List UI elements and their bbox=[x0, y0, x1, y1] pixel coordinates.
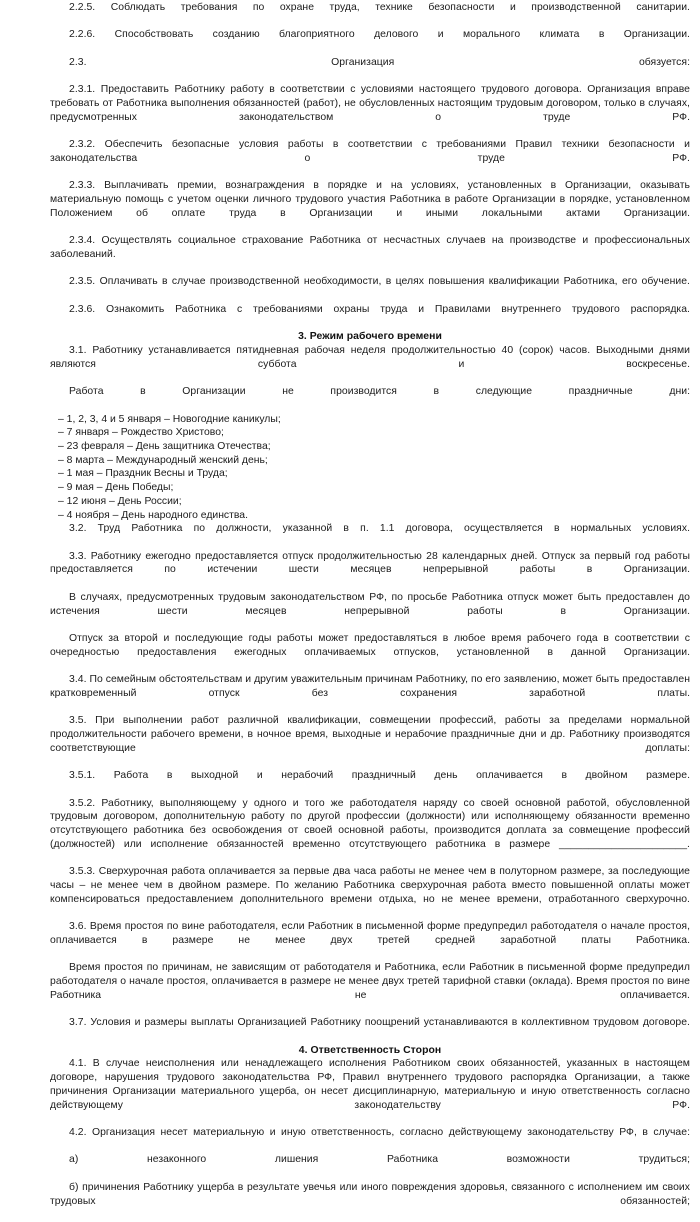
paragraph: 2.3.1. Предоставить Работнику работу в соответствии с условиями настоящего трудового договора. Организация вправе требовать от Работника выполнения обязанностей (работ), не обусловленных настоящим трудовым договором, только в случаях, предусмотренных законодательством о труде РФ. bbox=[50, 84, 690, 123]
paragraph: 3.5. При выполнении работ различной квалификации, совмещении профессий, работы за пределами нормальной продолжительности рабочего времени, в ночное время, выходные и нерабочие праздничные дни и др. Работнику производятся соответствующие доплаты: bbox=[50, 715, 690, 754]
paragraph: 2.3.3. Выплачивать премии, вознаграждения в порядке и на условиях, установленных в Организации, оказывать материальную помощь с учетом оценки личного трудового участия Работника в работе Организации в порядке, установленном Положением об оплате труда в Организации и иными локальными актами Организации. bbox=[50, 180, 690, 219]
paragraph: 2.2.6. Способствовать созданию благоприятного делового и морального климата в Организации. bbox=[69, 29, 690, 41]
paragraph: 3.5.2. Работнику, выполняющему у одного и того же работодателя наряду со своей основной работой, обусловленной трудовым договором, дополнительную работу по другой профессии (должности) или исполняющему обязанности временно отсутствующего работника без освобождения от своей основной работы, производится доплата за совмещение профессий (должностей) или исполнение обязанностей временно отсутствующего работника в размере ______________________. bbox=[50, 797, 690, 850]
holiday-list-item: – 9 мая – День Победы; bbox=[58, 482, 174, 494]
paragraph: Время простоя по причинам, не зависящим от работодателя и Работника, если Работник в письменной форме предупредил работодателя о начале простоя, оплачивается в размере не менее двух третей тарифной ставки (оклада). Время простоя по вине Работника не оплачивается. bbox=[50, 962, 690, 1001]
paragraph: 2.3.5. Оплачивать в случае производственной необходимости, в целях повышения квалификации Работника, его обучение. bbox=[69, 276, 690, 288]
paragraph: 3.3. Работнику ежегодно предоставляется отпуск продолжительностью 28 календарных дней. Отпуск за первый год работы предоставляется по истечении шести месяцев непрерывной работы в Организации. bbox=[50, 550, 690, 576]
holiday-list-item: – 8 марта – Международный женский день; bbox=[58, 454, 268, 466]
paragraph: 2.3.6. Ознакомить Работника с требованиями охраны труда и Правилами внутреннего трудового распорядка. bbox=[69, 303, 690, 315]
section-heading: 4. Ответственность Сторон bbox=[298, 1044, 442, 1056]
paragraph: 4.1. В случае неисполнения или ненадлежащего исполнения Работником своих обязанностей, указанных в настоящем договоре, нарушения трудового законодательства РФ, Правил внутреннего трудового распорядка Организации, а также причинения Организации материального ущерба, он несет дисциплинарную, материальную и иную ответственность согласно действующему законодательству РФ. bbox=[50, 1058, 690, 1111]
paragraph: б) причинения Работнику ущерба в результате увечья или иного повреждения здоровья, связанного с исполнением им своих трудовых обязанностей; bbox=[50, 1181, 690, 1207]
document-text-body bbox=[50, 1, 690, 1222]
paragraph: 4.2. Организация несет материальную и иную ответственность, согласно действующему законодательству РФ, в случае: bbox=[69, 1126, 690, 1138]
paragraph: 3.1. Работнику устанавливается пятидневная рабочая неделя продолжительностью 40 (сорок) часов. Выходными днями являются суббота и воскресенье. bbox=[50, 344, 690, 370]
paragraph: 2.3. Организация обязуется: bbox=[69, 56, 690, 68]
paragraph: 2.3.2. Обеспечить безопасные условия работы в соответствии с требованиями Правил техники безопасности и законодательства о труде РФ. bbox=[50, 139, 690, 164]
paragraph: 2.2.5. Соблюдать требования по охране труда, технике безопасности и производственной санитарии. bbox=[69, 2, 690, 13]
paragraph: Работа в Организации не производится в следующие праздничные дни: bbox=[69, 386, 690, 398]
paragraph: 3.6. Время простоя по вине работодателя, если Работник в письменной форме предупредил работодателя о начале простоя, оплачивается в размере не менее двух третей средней заработной платы Работника. bbox=[50, 921, 690, 946]
section-heading: 3. Режим рабочего времени bbox=[298, 331, 442, 343]
paragraph: 3.7. Условия и размеры выплаты Организацией Работнику поощрений устанавливаются в коллективном трудовом договоре. bbox=[69, 1017, 690, 1029]
paragraph: Отпуск за второй и последующие годы работы может предоставляться в любое время рабочего года в соответствии с очередностью предоставления ежегодных оплачиваемых отпусков, установленной в данной Организации. bbox=[50, 633, 690, 658]
holiday-list-item: – 23 февраля – День защитника Отечества; bbox=[58, 441, 271, 452]
holiday-list-item: – 12 июня – День России; bbox=[58, 495, 182, 507]
holiday-list-item: – 1, 2, 3, 4 и 5 января – Новогодние каникулы; bbox=[58, 413, 281, 425]
holiday-list-item: – 7 января – Рождество Христово; bbox=[58, 427, 224, 439]
paragraph: 3.5.3. Сверхурочная работа оплачивается за первые два часа работы не менее чем в полуторном размере, за последующие часы – не менее чем в двойном размере. По желанию Работника сверхурочная работа вместо повышенной оплаты может компенсироваться предоставлением дополнительного времени отдыха, но не менее времени, отработанного сверхурочно. bbox=[50, 866, 690, 905]
holiday-list-item: – 4 ноября – День народного единства. bbox=[58, 509, 248, 521]
paragraph: 3.4. По семейным обстоятельствам и другим уважительным причинам Работнику, по его заявлению, может быть предоставлен кратковременный отпуск без сохранения заработной платы. bbox=[50, 674, 690, 699]
paragraph: а) незаконного лишения Работника возможности трудиться; bbox=[69, 1154, 690, 1166]
holiday-list-item: – 1 мая – Праздник Весны и Труда; bbox=[58, 468, 228, 480]
paragraph: В случаях, предусмотренных трудовым законодательством РФ, по просьбе Работника отпуск может быть предоставлен до истечения шести месяцев непрерывной работы в Организации. bbox=[50, 591, 690, 617]
paragraph: 3.5.1. Работа в выходной и нерабочий праздничный день оплачивается в двойном размере. bbox=[69, 770, 690, 782]
paragraph: 2.3.4. Осуществлять социальное страхование Работника от несчастных случаев на производстве и профессиональных заболеваний. bbox=[50, 235, 690, 260]
paragraph: 3.2. Труд Работника по должности, указанной в п. 1.1 договора, осуществляется в нормальных условиях. bbox=[69, 523, 690, 535]
